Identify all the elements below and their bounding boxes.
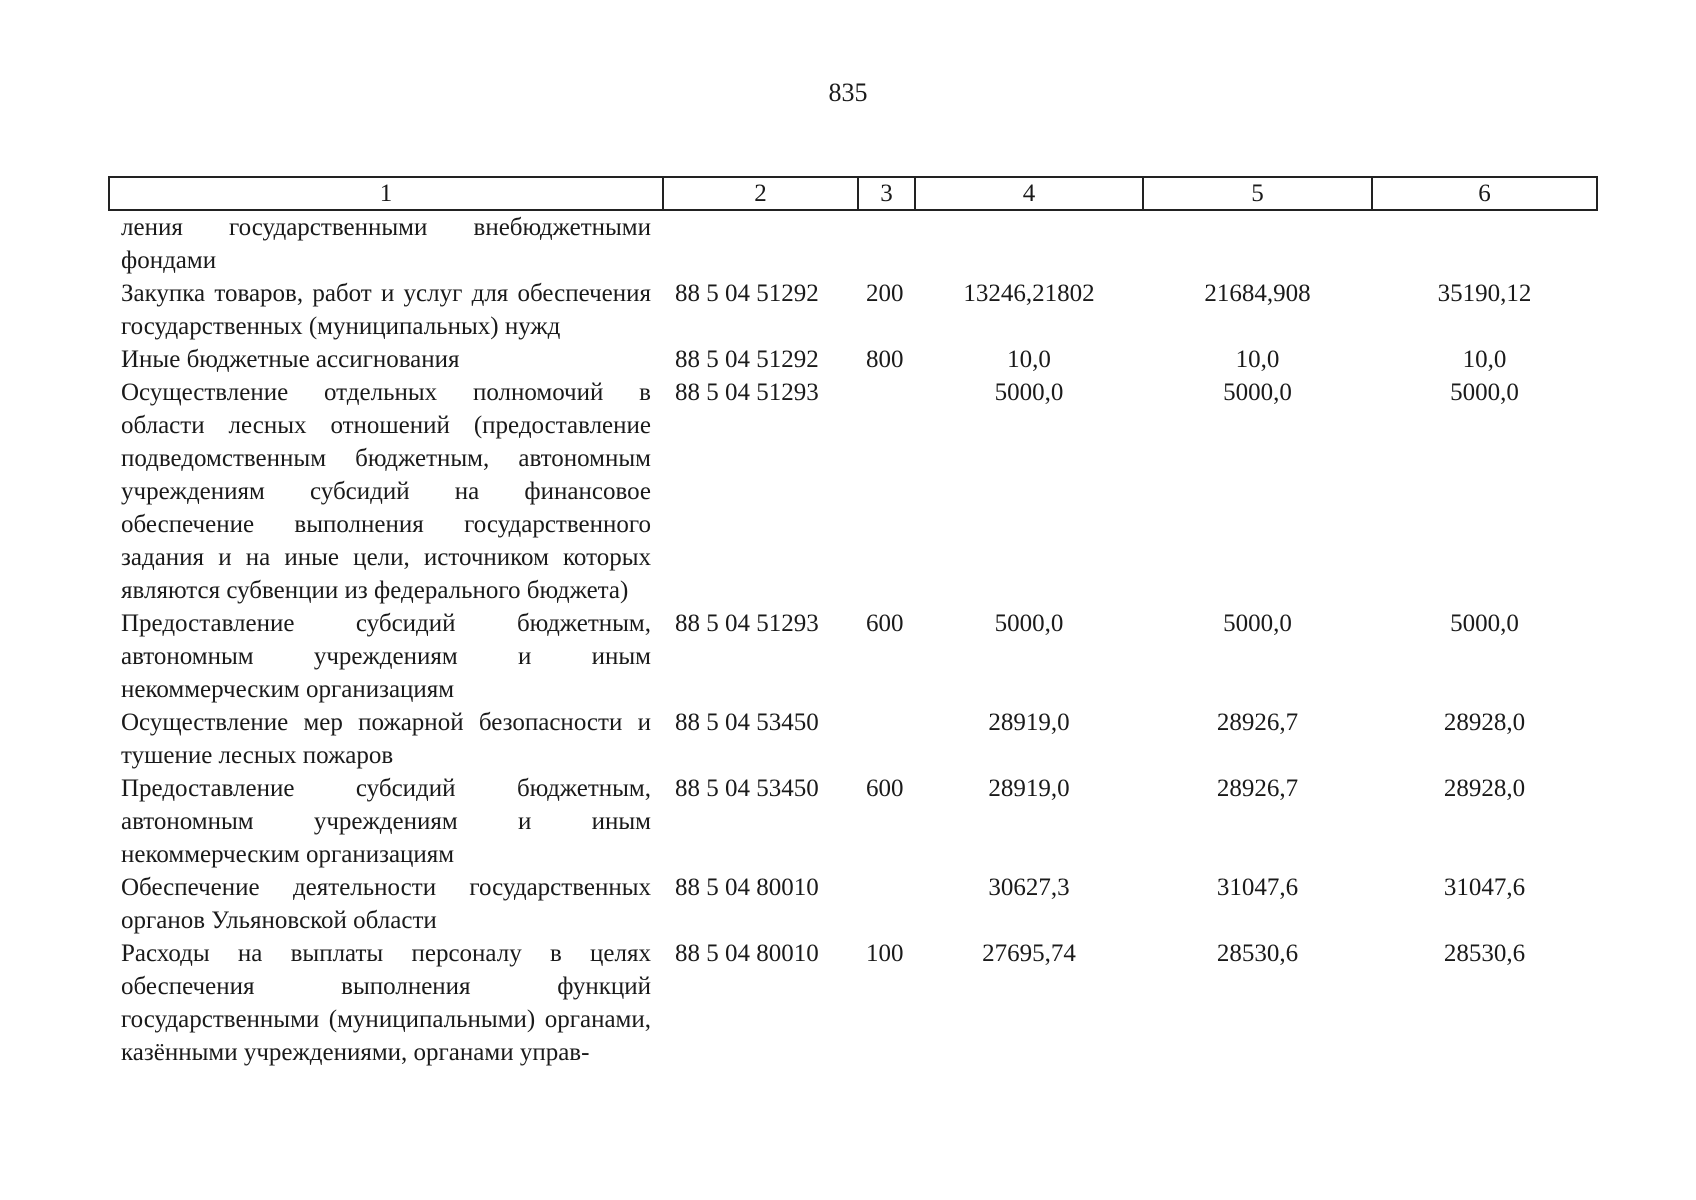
row-code: 88 5 04 53450 (675, 709, 819, 736)
row-value-5: 5000,0 (1223, 610, 1292, 637)
column-header-3: 3 (858, 177, 915, 210)
table-row (109, 210, 1597, 277)
row-code: 88 5 04 51292 (675, 346, 819, 373)
row-name: Расходы на выплаты персоналу в целях обеспечения выполнения функций государственными (муниципальными) органами, казёнными учреждениями, органами управ- (121, 940, 651, 1066)
row-name: Предоставление субсидий бюджетным, автономным учреждениям и иным некоммерческим организациям (121, 775, 651, 868)
column-header-6: 6 (1372, 177, 1597, 210)
row-value-5 (1143, 210, 1372, 277)
row-value-4 (915, 210, 1143, 277)
row-value-6 (1372, 210, 1597, 277)
page-number: 835 (828, 78, 868, 107)
table-row (109, 871, 1597, 937)
row-code: 88 5 04 53450 (675, 775, 819, 802)
row-expense-type (858, 871, 915, 937)
row-value-6: 10,0 (1462, 346, 1507, 373)
row-value-6: 35190,12 (1437, 280, 1532, 307)
row-name: ления государственными внебюджетными фондами (121, 214, 651, 274)
header-row (109, 177, 1597, 210)
row-value-4: 27695,74 (982, 940, 1076, 967)
row-name: Иные бюджетные ассигнования (121, 346, 460, 373)
row-value-6: 31047,6 (1443, 874, 1526, 901)
row-code: 88 5 04 51293 (675, 379, 819, 406)
row-value-5: 31047,6 (1216, 874, 1299, 901)
table-row (109, 277, 1597, 343)
row-value-4: 10,0 (1007, 346, 1051, 373)
row-expense-type: 100 (866, 940, 904, 967)
table-row (109, 376, 1597, 607)
row-value-4: 5000,0 (994, 610, 1064, 637)
row-expense-type: 600 (866, 610, 904, 637)
row-expense-type (858, 210, 915, 277)
table-row (109, 772, 1597, 871)
row-code: 88 5 04 80010 (675, 940, 819, 967)
row-value-5: 28530,6 (1216, 940, 1299, 967)
row-value-4: 13246,21802 (963, 280, 1095, 307)
row-value-4: 28919,0 (988, 709, 1070, 736)
row-value-5: 5000,0 (1223, 379, 1292, 406)
table-row (109, 706, 1597, 772)
row-expense-type (858, 706, 915, 772)
row-value-5: 28926,7 (1216, 709, 1299, 736)
column-header-2: 2 (663, 177, 858, 210)
budget-table (108, 176, 1598, 1069)
row-value-5: 10,0 (1235, 346, 1280, 373)
row-value-6: 28928,0 (1443, 709, 1526, 736)
row-value-6: 28530,6 (1443, 940, 1526, 967)
column-header-4: 4 (915, 177, 1143, 210)
row-value-4: 28919,0 (988, 775, 1070, 802)
row-value-6: 5000,0 (1450, 610, 1519, 637)
row-name: Обеспечение деятельности государственных органов Ульяновской области (121, 874, 651, 934)
column-header-1: 1 (109, 177, 663, 210)
row-expense-type (858, 376, 915, 607)
row-code (663, 210, 858, 277)
row-value-5: 28926,7 (1216, 775, 1299, 802)
row-expense-type: 800 (866, 346, 904, 373)
row-value-4: 5000,0 (994, 379, 1064, 406)
row-code: 88 5 04 80010 (675, 874, 819, 901)
table-row (109, 607, 1597, 706)
row-value-4: 30627,3 (988, 874, 1070, 901)
row-code: 88 5 04 51292 (675, 280, 819, 307)
row-name: Предоставление субсидий бюджетным, автономным учреждениям и иным некоммерческим организациям (121, 610, 651, 703)
row-value-5: 21684,908 (1204, 280, 1311, 307)
row-code: 88 5 04 51293 (675, 610, 819, 637)
row-value-6: 28928,0 (1443, 775, 1526, 802)
table-row (109, 937, 1597, 1069)
row-name: Закупка товаров, работ и услуг для обеспечения государственных (муниципальных) нужд (121, 280, 651, 340)
row-name: Осуществление мер пожарной безопасности и тушение лесных пожаров (121, 709, 651, 769)
row-expense-type: 600 (866, 775, 904, 802)
column-header-5: 5 (1143, 177, 1372, 210)
row-expense-type: 200 (866, 280, 904, 307)
row-value-6: 5000,0 (1450, 379, 1519, 406)
row-name: Осуществление отдельных полномочий в области лесных отношений (предоставление подведомственным бюджетным, автономным учреждениям субсидий на финансовое обеспечение выполнения государственного задания и на иные цели, источником которых являются субвенции из федерального бюджета) (121, 379, 651, 604)
table-row (109, 343, 1597, 376)
